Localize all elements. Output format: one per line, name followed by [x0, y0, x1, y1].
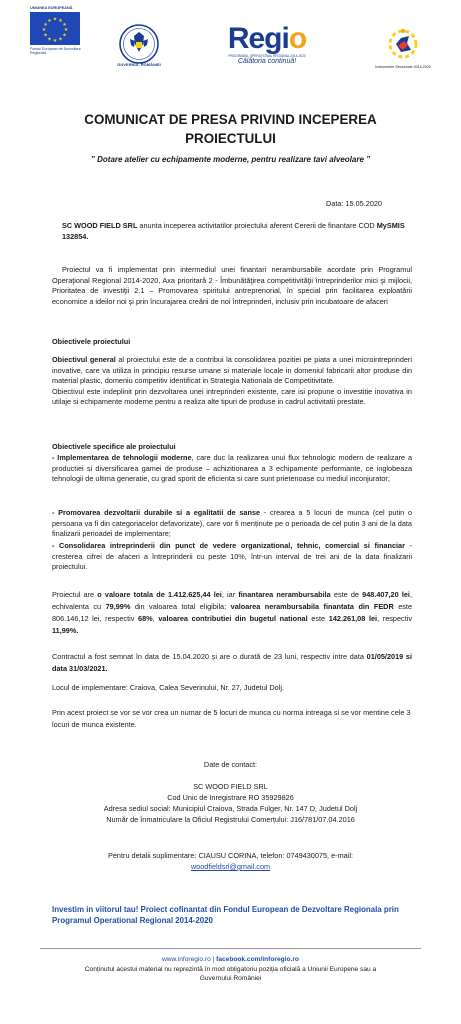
finance-paragraph: Proiectul are o valoare totala de 1.412.625,44 lei, iar finantarea nerambursabila este de 948.407,20 lei, echivalenta cu 79,99% din valoarea total eligibila; valoarea nerambursabila finantata din FEDR este 806.146,12 lei, respectiv 68%, valoarea contributiei din bugetul national este 142.261,08 lei, respectiv 11,99%. [52, 590, 413, 635]
government-label: GUVERNUL ROMÂNIEI [117, 62, 161, 67]
regio-wordmark: Regio [227, 22, 307, 55]
national-label: valoarea contributiei din bugetul national [158, 614, 308, 623]
fedr-label: valoarea nerambursabila finantata din FEDR [230, 602, 394, 611]
svg-text:★: ★ [41, 27, 47, 34]
jobs-paragraph: Prin acest proiect se vor se vor crea un numar de 5 locuri de munca cu norma intreaga si se vor mentine cele 3 locuri de munca existente. [52, 708, 411, 729]
cofinancing-note: Investim in viitorul tau! Proiect cofinantat din Fondul European de Dezvoltare Regionala prin Programul Operational Regional 2014-2020 [52, 905, 399, 925]
project-subtitle: ” Dotare atelier cu echipamente moderne, pentru realizare tavi alveolare ” [90, 155, 371, 164]
mysmis-code: MySMIS 132854. [62, 221, 405, 241]
contact-company: SC WOOD FIELD SRL [193, 782, 268, 791]
government-logo [118, 22, 160, 74]
footer-divider [40, 948, 421, 949]
facebook-link[interactable]: facebook.com/inforegio.ro [216, 956, 299, 963]
eu-logo-caption: UNIUNEA EUROPEANĂ [30, 6, 73, 10]
svg-text:★: ★ [62, 32, 67, 39]
contact-heading: Date de contact: [203, 760, 258, 769]
footer-disclaimer: Conținutul acestui material nu reprezintă în mod obligatoriu poziția oficială a Uniunii Europene sau a Guvernului României [84, 966, 377, 982]
structural-instruments-logo [372, 26, 434, 86]
eu-logo [30, 6, 82, 62]
regio-subtitle: PROGRAMUL OPERAȚIONAL REGIONAL 2014-2020 [228, 54, 306, 58]
specific-objective-1: - Implementarea de tehnologii moderne, care duc la realizarea unui flux tehnologic modern de realizare a productiei si diversificarea gamei de produse – achizitionarea a 3 echipamente performante, ce inglobeaza tehnologii de ultima generatie, cu grad sporit de eficienta si care sunt prietenoase cu mediul inconjurator; [52, 453, 413, 484]
footer-links: www.inforegio.ro | facebook.com/inforegio.ro [162, 956, 299, 963]
total-value: o valoare totala de 1.412.625,44 lei [97, 590, 222, 599]
eu-fund-caption: Fondul European de Dezvoltare Regională [30, 47, 81, 56]
specific-objective-2: - Promovarea dezvoltarii durabile si a egalitatii de sanse - crearea a 5 locuri de munca (cel putin o persoana va fi din categoriacelor defavorizate), care vor fi menținute pe o perioada de cel putin 3 ani de la data finalizarii perioadei de implementare; [52, 508, 412, 539]
eu-flag-icon [30, 12, 80, 45]
svg-text:★: ★ [43, 32, 48, 39]
svg-text:★: ★ [52, 16, 58, 23]
svg-text:★: ★ [58, 36, 63, 43]
contact-details: Pentru detalii suplimentare: CIAUSU CORINA, telefon: 0749430075, e-mail: [108, 851, 353, 860]
svg-text:★: ★ [47, 18, 52, 25]
contact-address: Adresa sediul social: Municipiul Craiova, Strada Fulger, Nr. 147 D, Judetul Dolj [103, 804, 358, 813]
contract-paragraph: Contractul a fost semnat în data de 15.04.2020 și are o durată de 23 luni, respectiv intre data 01/05/2019 si data 31/03/2021. [52, 652, 412, 673]
page-title-line-2: PROIECTULUI [185, 131, 276, 146]
svg-text:★: ★ [43, 22, 48, 29]
regio-logo [222, 24, 312, 76]
program-paragraph: Proiectul va fi implementat prin intermediul unei finantari nerambursabile acordate prin Programul Operaţional Regional 2014-2020, Axa prioritară 2 - Îmbunătăţirea competitivităţii întreprinderilor mici şi mijlocii, Prioritatea de investiţii 2.1 – Promovarea spiritului antreprenorial, în special prin facilitarea exploatării economice a ideilor noi şi prin încurajarea creării de noi întreprinderi, inclusiv prin incubatoare de afaceri [52, 265, 412, 306]
svg-text:★: ★ [52, 38, 58, 45]
structural-caption: Instrumente Structurale 2014-2020 [375, 65, 431, 69]
implementation-location: Locul de implementare: Craiova, Calea Severinului, Nr. 27, Judetul Dolj. [52, 683, 284, 692]
objectives-heading: Obiectivele proiectului [52, 337, 131, 346]
svg-text:★: ★ [47, 36, 52, 43]
svg-text:★: ★ [63, 27, 69, 34]
intro-paragraph: SC WOOD FIELD SRL anunta inceperea activitatilor proiectului aferent Cererii de finantare COD MySMIS 132854. [62, 221, 405, 241]
svg-text:★: ★ [58, 18, 63, 25]
contact-cui: Cod Unic de Inregistrare RO 35929826 [167, 793, 294, 802]
national-value: 142.261,08 lei [328, 614, 378, 623]
contact-registry: Număr de înmatriculare la Oficiul Registrului Comerțului: J16/781/07.04.2016 [106, 815, 355, 824]
page-title-line-1: COMUNICAT DE PRESA PRIVIND INCEPEREA [84, 112, 377, 127]
svg-text:★: ★ [62, 22, 67, 29]
structural-emblem-icon [383, 26, 423, 60]
contact-email-row [0, 862, 461, 873]
company-name: SC WOOD FIELD SRL [62, 221, 138, 230]
inforegio-site-link[interactable]: www.inforegio.ro [162, 956, 211, 963]
contact-email-link[interactable]: woodfieldsrl@gmail.com [190, 862, 271, 871]
nonrefundable-value: 948.407,20 lei [362, 590, 410, 599]
general-objective-extra: Obiectivul este indeplinit prin dezvoltarea unei intreprinderi existente, care isi propune o investitie inovativa in utilaje si echipamente moderne pentru a realiza alte tipuri de produse in cadrul activitatii prestate. [52, 386, 412, 407]
specific-objective-3: - Consolidarea intreprinderii din punct de vedere organizational, tehnic, comercial si financiar - cresterea cifrei de afaceri a întreprinderii cu peste 10%, într-un interval de trei ani de la data finalizarii proiectului. [52, 541, 412, 572]
general-objective-label: Obiectivul general [52, 355, 116, 364]
general-objective-paragraph: Obiectivul general al proiectului este de a contribui la consolidarea pozitiei pe piata a unei microintreprinderi inovative, care va utiliza in principiu resurse umane si materiale locale in domeniul fabricarii altor produse din material plastic, domeniu competitiv identificat in Strategia Nationala de Competitivitate. Obiectivul este indeplinit prin dezvoltarea unei intreprinderi existente, care isi propune o investitie inovativa in utilaje si echipamente moderne pentru a realiza alte tipuri de produse in cadrul activitatii prestate. [52, 355, 412, 407]
specific-objectives-heading: Obiectivele specifice ale proiectului [52, 442, 176, 451]
regio-tagline: Călătoria continuă! [237, 58, 297, 65]
nonrefundable-label: finantarea nerambursabila [238, 590, 331, 599]
contract-dates: 01/05/2019 si data 31/03/2021. [52, 652, 412, 673]
press-date: Data: 15.05.2020 [326, 199, 382, 208]
